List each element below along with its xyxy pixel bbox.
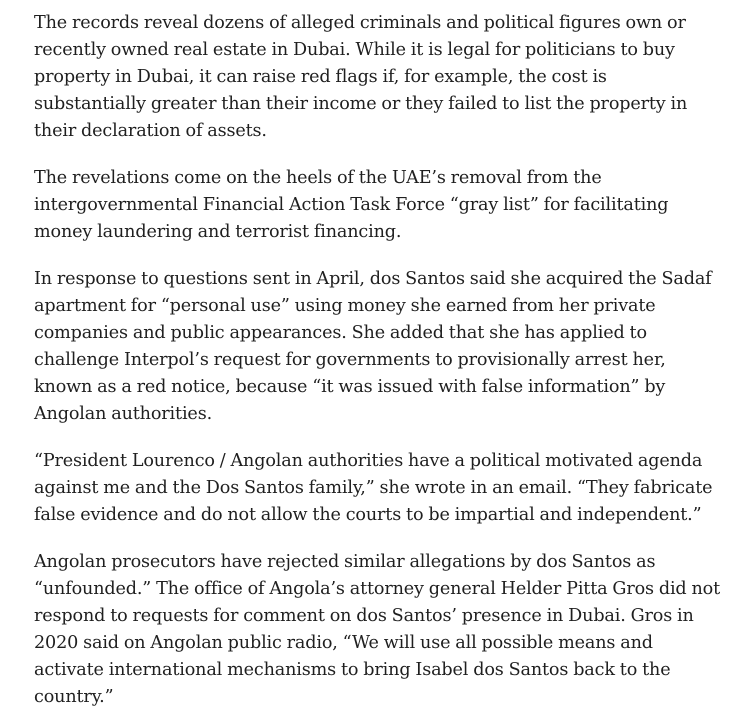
paragraph-line: challenge Interpol’s request for governments to provisionally arrest her, (34, 350, 666, 370)
paragraph-line: “unfounded.” The office of Angola’s attorney general Helder Pitta Gros did not (34, 579, 721, 599)
paragraph-line: companies and public appearances. She added that she has applied to (34, 323, 647, 343)
paragraph-revelations (34, 165, 711, 246)
paragraph-line: Angolan authorities. (34, 404, 213, 424)
paragraph-line: country.” (34, 687, 114, 707)
paragraph-line: activate international mechanisms to bring Isabel dos Santos back to the (34, 660, 671, 680)
paragraph-quote (34, 448, 711, 529)
paragraph-line: intergovernmental Financial Action Task Force “gray list” for facilitating (34, 195, 669, 215)
paragraph-line: known as a red notice, because “it was issued with false information” by (34, 377, 666, 397)
paragraph-line: The revelations come on the heels of the UAE’s removal from the (34, 168, 602, 188)
paragraph-records (34, 10, 711, 145)
paragraph-line: substantially greater than their income or they failed to list the property in (34, 94, 688, 114)
paragraph-line: “President Lourenco / Angolan authorities have a political motivated agenda (34, 451, 703, 471)
paragraph-line: Angolan prosecutors have rejected similar allegations by dos Santos as (34, 552, 656, 572)
paragraph-line: their declaration of assets. (34, 121, 267, 141)
paragraph-line: respond to requests for comment on dos Santos’ presence in Dubai. Gros in (34, 606, 694, 626)
paragraph-line: money laundering and terrorist financing. (34, 222, 402, 242)
paragraph-line: false evidence and do not allow the courts to be impartial and independent.” (34, 505, 702, 525)
paragraph-line: against me and the Dos Santos family,” she wrote in an email. “They fabricate (34, 478, 713, 498)
paragraph-prosecutors (34, 549, 721, 711)
paragraph-line: apartment for “personal use” using money she earned from her private (34, 296, 656, 316)
paragraph-line: recently owned real estate in Dubai. While it is legal for politicians to buy (34, 40, 675, 60)
paragraph-line: The records reveal dozens of alleged criminals and political figures own or (34, 13, 686, 33)
paragraph-response (34, 266, 711, 428)
paragraph-line: In response to questions sent in April, dos Santos said she acquired the Sadaf (34, 269, 712, 289)
paragraph-line: 2020 said on Angolan public radio, “We will use all possible means and (34, 633, 653, 653)
paragraph-line: property in Dubai, it can raise red flags if, for example, the cost is (34, 67, 607, 87)
